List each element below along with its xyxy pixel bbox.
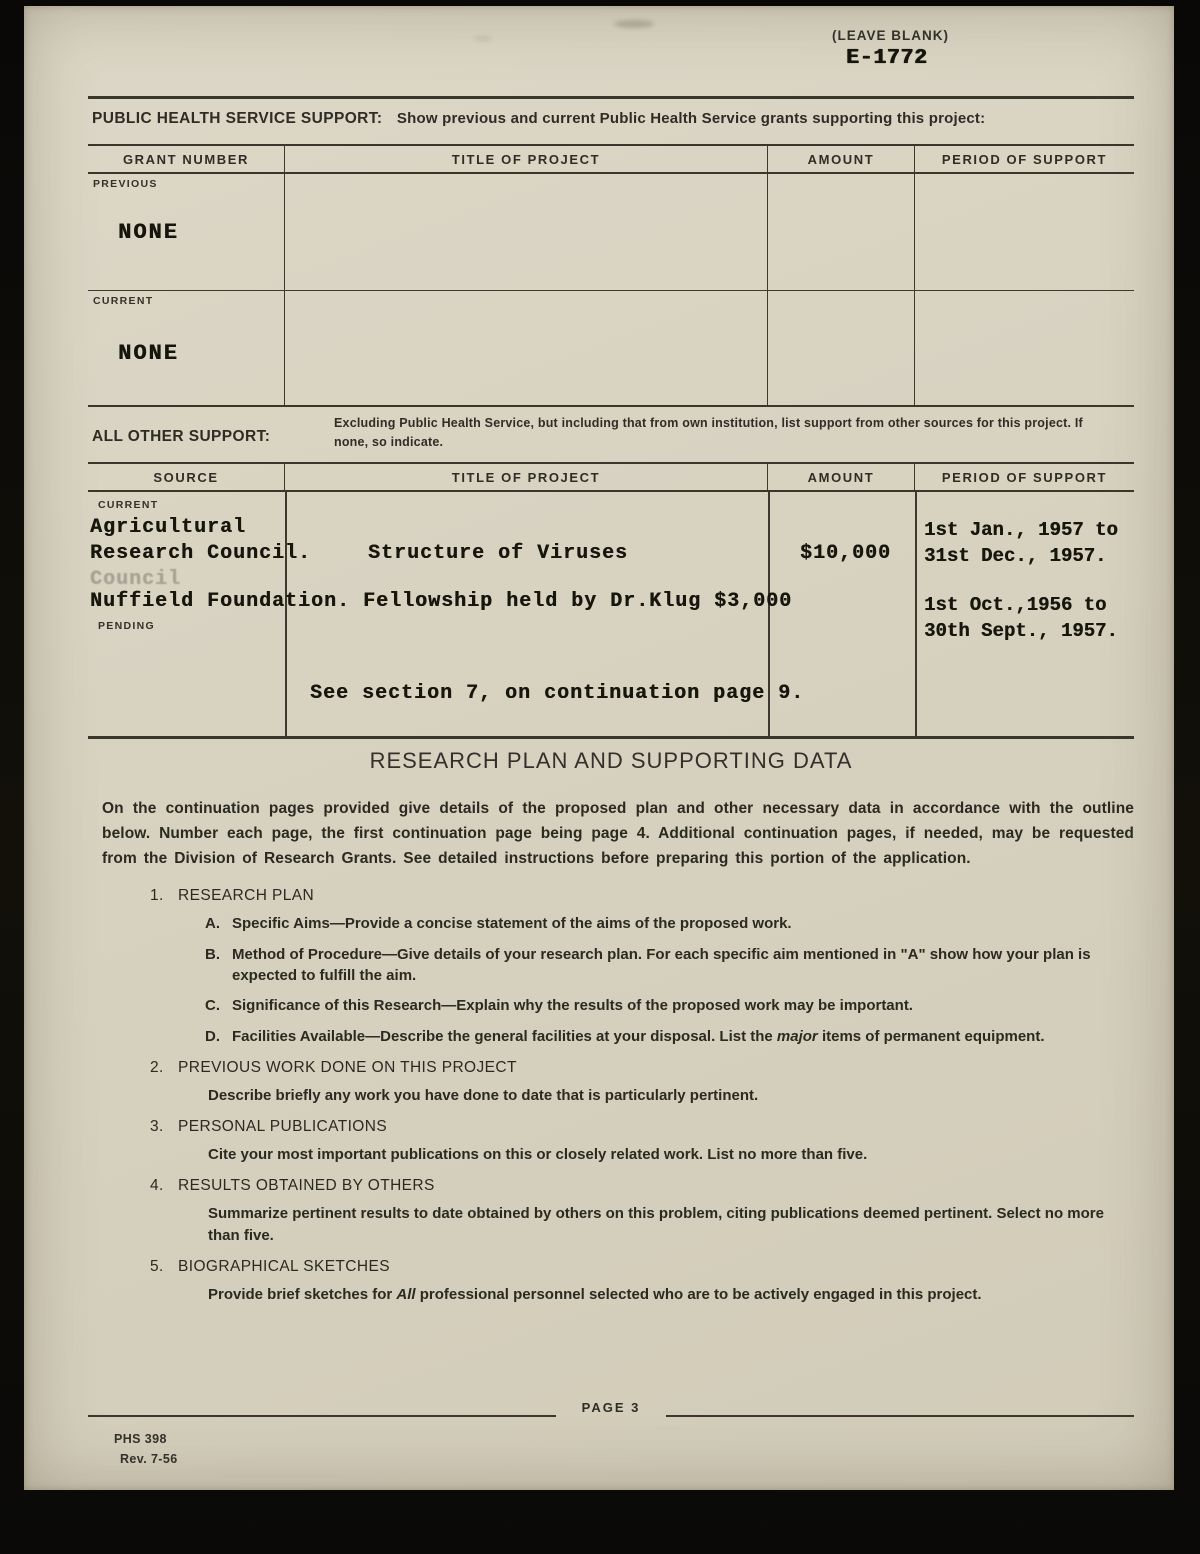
body-text: professional personnel selected who are to be actively engaged in this project. [415, 1286, 982, 1303]
phs-table-header [88, 146, 1134, 174]
plan-item-2-body: Describe briefly any work you have done to date that is particularly pertinent. [208, 1086, 759, 1104]
plan-subitem-d [88, 1026, 1134, 1047]
period-line: 1st Oct.,1956 to [924, 594, 1107, 616]
previous-none-value: NONE [118, 220, 179, 245]
subitem-letter: B. [205, 945, 220, 963]
subitem-text: items of permanent equipment. [817, 1027, 1045, 1045]
plan-item-2-heading [88, 1059, 1134, 1077]
plan-subitem-b [88, 944, 1134, 987]
phs-support-table [88, 144, 1134, 407]
subitem-text: Facilities Available—Describe the general facilities at your disposal. List the [232, 1027, 777, 1045]
column-header-title: TITLE OF PROJECT [285, 146, 768, 172]
phs-support-section [92, 110, 1138, 128]
current-none-value: NONE [118, 341, 179, 366]
previous-label: PREVIOUS [93, 178, 158, 190]
plan-item-5-body [88, 1284, 1134, 1305]
item-heading: PERSONAL PUBLICATIONS [178, 1118, 388, 1136]
item-heading: BIOGRAPHICAL SKETCHES [178, 1258, 390, 1275]
other-support-table [88, 462, 1134, 739]
plan-item-5-heading [88, 1258, 1134, 1276]
other-support-table-body [88, 492, 1134, 736]
period-line: 1st Jan., 1957 to [924, 519, 1118, 541]
project-title: Structure of Viruses [368, 542, 629, 565]
scanned-page [24, 6, 1174, 1490]
current-label: CURRENT [93, 295, 154, 307]
item-number: 2. [150, 1058, 164, 1076]
pending-label: PENDING [98, 620, 155, 632]
form-number: PHS 398 [114, 1432, 167, 1446]
research-plan-section [88, 748, 1134, 1311]
empty-cell [915, 291, 1134, 405]
period-line: 30th Sept., 1957. [924, 620, 1118, 642]
column-header-amount: AMOUNT [768, 464, 915, 490]
empty-cell [285, 174, 768, 290]
subitem-letter: A. [205, 915, 220, 933]
page-footer-rule [88, 1400, 1134, 1423]
source-line: Agricultural [90, 516, 247, 539]
column-header-title: TITLE OF PROJECT [285, 464, 768, 490]
previous-cell [88, 174, 285, 290]
file-number: E-1772 [846, 47, 928, 70]
current-grants-row [88, 291, 1134, 405]
other-support-section [88, 412, 1134, 464]
item-number: 3. [150, 1118, 164, 1136]
empty-cell [915, 174, 1134, 290]
other-support-label: ALL OTHER SUPPORT: [92, 428, 271, 445]
item-number: 5. [150, 1258, 164, 1275]
source-title-amount-line: Nuffield Foundation. Fellowship held by Dr.Klug $3,000 [90, 590, 793, 613]
column-header-amount: AMOUNT [768, 146, 915, 172]
plan-item-4-heading [88, 1177, 1134, 1195]
source-line: Research Council. [90, 542, 312, 565]
page-content [88, 6, 1134, 1490]
revision-label: Rev. 7-56 [120, 1452, 178, 1466]
plan-item-3-body: Cite your most important publications on this or closely related work. List no more than five. [208, 1146, 868, 1164]
plan-item-1-heading [88, 887, 1134, 905]
subitem-letter: D. [205, 1027, 220, 1045]
subitem-text: Method of Procedure—Give details of your research plan. For each specific aim mentioned in "A" show how your plan is expected to fulfill the aim. [232, 945, 1091, 984]
phs-support-instruction: Show previous and current Public Health Service grants supporting this project: [396, 110, 986, 127]
plan-subitem-a [88, 913, 1134, 934]
footer-line [666, 1415, 1134, 1417]
column-header-period: PERIOD OF SUPPORT [941, 470, 1108, 485]
column-divider [285, 492, 287, 736]
page-label: PAGE 3 [581, 1400, 641, 1415]
column-header-source: SOURCE [88, 464, 285, 490]
subitem-text: Specific Aims—Provide a concise statement of the aims of the proposed work. [232, 915, 792, 933]
header-block [832, 28, 1092, 70]
subitem-text: Significance of this Research—Explain why the results of the proposed work may be important. [232, 997, 913, 1015]
leave-blank-label: (LEAVE BLANK) [832, 28, 949, 43]
column-header-period: PERIOD OF SUPPORT [941, 152, 1108, 167]
other-support-instruction: Excluding Public Health Service, but including that from own institution, list support from other sources for this project. If none, so indicate. [334, 416, 1083, 450]
research-plan-intro: On the continuation pages provided give details of the proposed plan and other necessary data in accordance with the outline below. Number each page, the first continuation page being page 4. Additional continuation pages, if needed, may be requested from the Division of Research Grants. See detailed instructions before preparing this portion of the application. [102, 800, 1134, 868]
phs-support-label: PUBLIC HEALTH SERVICE SUPPORT: [92, 110, 383, 127]
top-rule [88, 96, 1134, 99]
subitem-letter: C. [205, 997, 220, 1015]
empty-cell [768, 291, 915, 405]
body-text: Provide brief sketches for [208, 1286, 397, 1303]
empty-cell [768, 174, 915, 290]
item-heading: RESEARCH PLAN [178, 887, 315, 905]
item-number: 4. [150, 1177, 164, 1195]
research-plan-title: RESEARCH PLAN AND SUPPORTING DATA [369, 748, 853, 773]
pending-note: See section 7, on continuation page 9. [310, 682, 805, 705]
footer-line [88, 1415, 556, 1417]
current-cell [88, 291, 285, 405]
item-heading: RESULTS OBTAINED BY OTHERS [178, 1177, 435, 1195]
empty-cell [285, 291, 768, 405]
current-section-label: CURRENT [98, 499, 159, 511]
plan-subitem-c [88, 995, 1134, 1016]
plan-item-3-heading [88, 1118, 1134, 1136]
item-heading: PREVIOUS WORK DONE ON THIS PROJECT [178, 1058, 517, 1076]
plan-item-4-body: Summarize pertinent results to date obtained by others on this problem, citing publications deemed pertinent. Select no more than five. [208, 1205, 1104, 1244]
previous-grants-row [88, 174, 1134, 291]
source-ghost-text: Council [90, 568, 182, 591]
emphasized-word: All [396, 1286, 416, 1303]
column-divider [915, 492, 917, 736]
emphasized-word: major [776, 1027, 818, 1045]
other-support-table-header [88, 464, 1134, 492]
amount-value: $10,000 [800, 542, 892, 565]
period-line: 31st Dec., 1957. [924, 545, 1107, 567]
column-header-grant-number: GRANT NUMBER [88, 146, 285, 172]
item-number: 1. [150, 887, 164, 905]
